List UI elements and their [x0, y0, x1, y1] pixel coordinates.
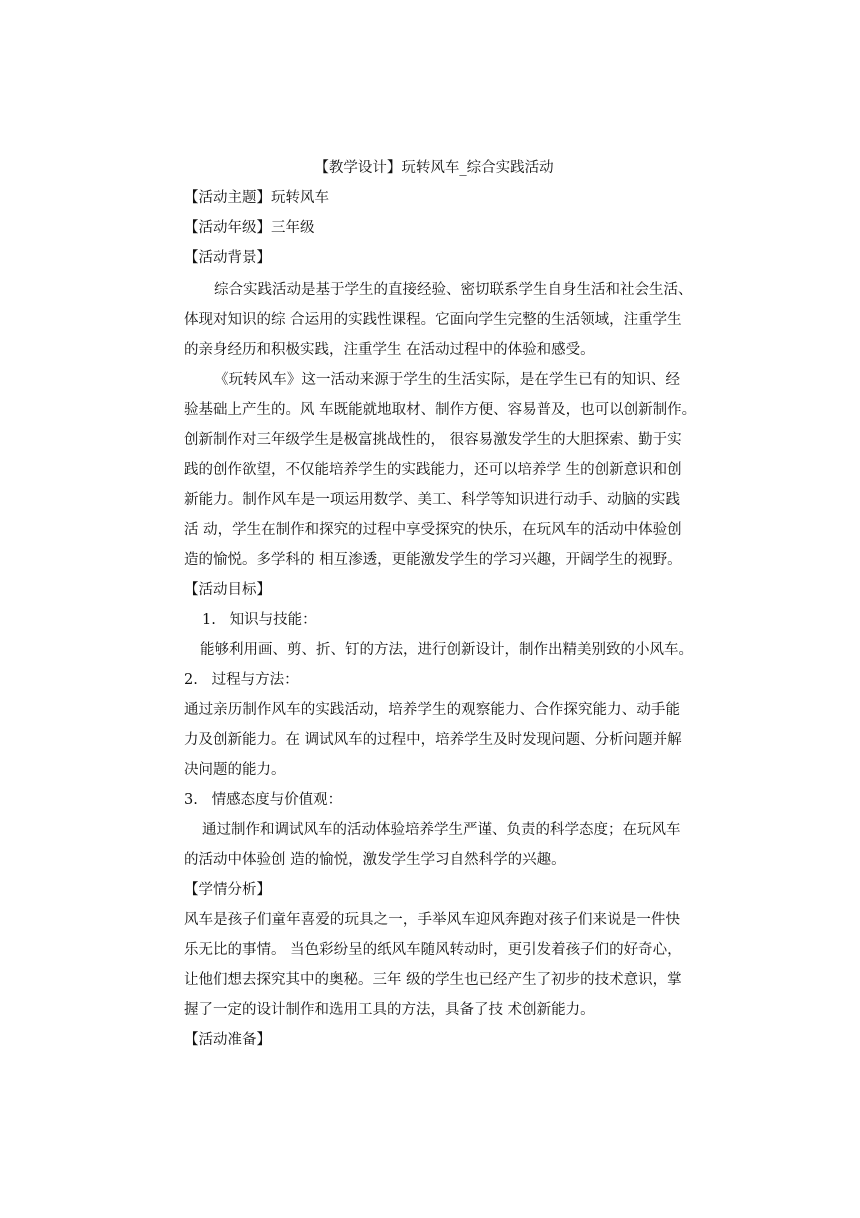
background-p2-line: 创新制作对三年级学生是极富挑战性的， 很容易激发学生的大胆探索、勤于实	[184, 432, 682, 448]
background-p1-line: 综合实践活动是基于学生的直接经验、密切联系学生自身生活和社会生活、	[214, 282, 693, 298]
analysis-heading: 【学情分析】	[184, 882, 271, 898]
analysis-text-line: 乐无比的事情。 当色彩纷呈的纸风车随风转动时，更引发着孩子们的好奇心，	[184, 942, 682, 958]
goal3-text-line: 的活动中体验创 造的愉悦，激发学生学习自然科学的兴趣。	[184, 852, 566, 868]
background-p2-line: 活 动，学生在制作和探究的过程中享受探究的快乐，在玩风车的活动中体验创	[184, 522, 682, 538]
goal1-heading: 1. 知识与技能：	[202, 612, 317, 628]
background-p2-line: 验基础上产生的。风 车既能就地取材、制作方便、容易普及，也可以创新制作。	[184, 402, 697, 418]
document-title: 【教学设计】玩转风车_综合实践活动	[314, 160, 554, 176]
goal2-heading: 2. 过程与方法：	[184, 672, 299, 688]
background-p1-line: 体现对知识的综 合运用的实践性课程。它面向学生完整的生活领域，注重学生	[184, 312, 682, 328]
goals-heading: 【活动目标】	[184, 582, 271, 598]
background-p2-line: 新能力。制作风车是一项运用数学、美工、科学等知识进行动手、动脑的实践	[184, 492, 680, 508]
activity-theme: 【活动主题】玩转风车	[184, 190, 329, 206]
prep-heading: 【活动准备】	[184, 1032, 271, 1048]
analysis-text-line: 让他们想去探究其中的奥秘。三年 级的学生也已经产生了初步的技术意识，掌	[184, 972, 682, 988]
goal3-heading: 3. 情感态度与价值观：	[184, 792, 343, 808]
goal1-text: 能够利用画、剪、折、钉的方法，进行创新设计，制作出精美别致的小风车。	[200, 642, 693, 658]
goal2-text-line: 力及创新能力。在 调试风车的过程中，培养学生及时发现问题、分析问题并解	[184, 732, 682, 748]
analysis-text-line: 风车是孩子们童年喜爱的玩具之一，手举风车迎风奔跑对孩子们来说是一件快	[184, 912, 680, 928]
background-p2-line: 《玩转风车》这一活动来源于学生的生活实际，是在学生已有的知识、经	[214, 372, 680, 388]
goal3-text-line: 通过制作和调试风车的活动体验培养学生严谨、负责的科学态度；在玩风车	[202, 822, 681, 838]
goal2-text-line: 决问题的能力。	[184, 762, 286, 778]
activity-grade: 【活动年级】三年级	[184, 220, 315, 236]
goal2-text-line: 通过亲历制作风车的实践活动，培养学生的观察能力、合作探究能力、动手能	[184, 702, 680, 718]
background-p1-line: 的亲身经历和积极实践，注重学生 在活动过程中的体验和感受。	[184, 342, 595, 358]
analysis-text-line: 握了一定的设计制作和选用工具的方法，具备了技 术创新能力。	[184, 1002, 595, 1018]
background-heading: 【活动背景】	[184, 250, 271, 266]
background-p2-line: 践的创作欲望，不仅能培养学生的实践能力，还可以培养学 生的创新意识和创	[184, 462, 682, 478]
background-p2-line: 造的愉悦。多学科的 相互渗透，更能激发学生的学习兴趣，开阔学生的视野。	[184, 552, 682, 568]
